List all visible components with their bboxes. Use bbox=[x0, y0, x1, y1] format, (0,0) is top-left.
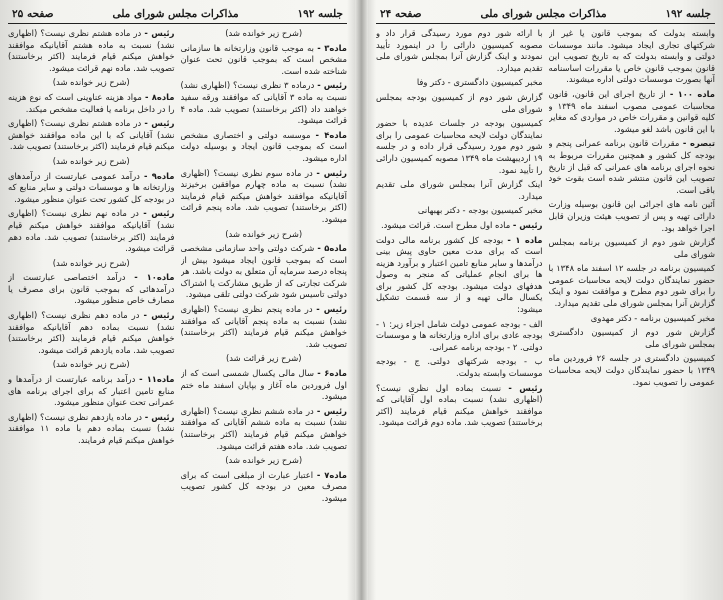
paragraph-text: مواد هزینه عناوینی است که نوع هزینه را در داخل برنامه یا فعالیت مشخص میکند. bbox=[8, 91, 175, 114]
speaker-paragraph bbox=[8, 28, 175, 74]
speaker-paragraph bbox=[376, 383, 543, 429]
reading-note: (شرح زیر خوانده شد) bbox=[52, 257, 130, 268]
reading-note: (شرح زیر خوانده شد) bbox=[52, 77, 130, 88]
reading-note: (شرح زیر خوانده شد) bbox=[52, 359, 130, 370]
article-paragraph bbox=[549, 89, 716, 135]
paragraph-text: درآمد عمومی عبارتست از درآمدهای وزارتخانه ها و موسسات دولتی و سایر منابع که در بودجه کل کشور تحت عنوان منظور میشود. bbox=[8, 170, 175, 204]
paragraph-text: در ماده ششم نظری نیست؟ (اظهاری نشد) نسبت به ماده ششم آقایانی که موافقند خواهش میکنم قیام فرمایند (اکثر برخاستند) تصویب شد. ماده هفتم قرائت میشود. bbox=[180, 405, 347, 451]
article-paragraph bbox=[181, 470, 348, 505]
article-paragraph bbox=[8, 92, 175, 115]
reading-note: (شرح زیر خوانده شد) bbox=[225, 28, 303, 38]
paragraph-text: سال مالی یکسال شمسی است که از اول فروردین ماه آغاز و بپایان اسفند ماه ختم میشود. bbox=[180, 368, 347, 402]
body-paragraph bbox=[376, 356, 543, 379]
article-label: ماده۱۰ - bbox=[134, 272, 175, 283]
article-label: ماده۷ - bbox=[316, 469, 347, 480]
speaker-label: رئیس - bbox=[512, 219, 543, 230]
paragraph-text: مقررات قانون برنامه عمرانی پنجم و بودجه کل کشور و همچنین مقررات مربوط به نحوه اجرای برنامه های عمرانی که قبل از تاریخ تصویب این قانون منتشر شده است بقوت خود باقی است. bbox=[548, 138, 715, 195]
paragraph-text: از تاریخ اجرای این قانون، قانون محاسبات عمومی مصوب اسفند ماه ۱۳۴۹ و کلیه قوانین و مقررات خاص در مواردی که مغایر با این قانون باشد لغو میشود. bbox=[548, 88, 715, 134]
article-paragraph bbox=[8, 374, 175, 409]
article-paragraph bbox=[376, 235, 543, 316]
body-paragraph bbox=[549, 353, 716, 388]
article-paragraph bbox=[549, 138, 716, 196]
paragraph-text: گزارش شور دوم از کمیسیون برنامه بمجلس شورای ملی bbox=[548, 237, 715, 259]
speaker-label: رئیس - bbox=[316, 167, 347, 178]
right-page-header bbox=[376, 6, 715, 24]
page-number: صفحه ۲۵ bbox=[12, 8, 54, 20]
reading-note: (شرح زیر قرائت شد) bbox=[226, 353, 302, 364]
article-paragraph bbox=[181, 130, 348, 165]
paragraph-text: گزارش شور دوم از کمیسیون دادگستری بمجلس شورای ملی bbox=[548, 327, 715, 349]
article-paragraph bbox=[8, 171, 175, 206]
article-label: تبصره - bbox=[682, 138, 715, 149]
page-running-title: مذاکرات مجلس شورای ملی bbox=[480, 8, 607, 20]
right-page-columns bbox=[376, 24, 715, 598]
body-paragraph bbox=[549, 237, 716, 260]
paragraph-text: بودجه کل کشور برنامه مالی دولت است که برای مدت معین حاوی پیش بینی درآمدها و سایر منابع تامین اعتبار و برآورد هزینه ها برای انجام عملیاتی که منجر به وصول هدفهای دولت میشود. بودجه کل کشور برای یکسال مالی تهیه و از سه قسمت تشکیل میشود: bbox=[376, 234, 543, 315]
paragraph-text: در ماده سوم نظری نیست؟ (اظهاری نشد) نسبت به ماده چهارم موافقین برخیزند آقایانیکه موافقند خواهش میکنم قیام فرمایند (اکثر برخاستند) تصویب شد. ماده پنجم قرائت میشود. bbox=[180, 167, 347, 224]
paragraph-text: اعتبار عبارت از مبلغی است که برای مصرف معین در بودجه کل کشور تصویب میشود. bbox=[180, 469, 347, 503]
speaker-paragraph bbox=[8, 208, 175, 254]
body-paragraph bbox=[549, 199, 716, 234]
speaker-label: رئیس - bbox=[143, 208, 175, 219]
paragraph-text: کمیسیون بودجه در جلسات عدیده با حضور نمایندگان دولت لایحه محاسبات عمومی را برای شور دوم مورد رسیدگی قرار داده و در جلسه ۱۹ اردیبهشت ماه ۱۳۴۹ مصوبه کمیسیون دارائی را تأیید نمود. bbox=[376, 118, 543, 175]
paragraph-text: ب - بودجه شرکتهای دولتی. ج - بودجه موسسات وابسته بدولت. bbox=[376, 356, 543, 379]
speaker-paragraph bbox=[181, 168, 348, 226]
paragraph-text: با ارائه شور دوم مورد رسیدگی قرار داد و مصوبه کمیسیون دارائی را در اینمورد تأیید نمودند و اینک گزارش آنرا بمجلس شورای ملی تقدیم میدارد. bbox=[376, 28, 543, 73]
speaker-paragraph bbox=[181, 406, 348, 452]
article-paragraph bbox=[181, 243, 348, 301]
paragraph-text: موسسه دولتی و اختصاری مشخص است که بموجب قانون ایجاد و بوسیله دولت اداره میشود. bbox=[180, 129, 347, 163]
speaker-label: رئیس - bbox=[143, 310, 175, 321]
article-label: ماده ۱ - bbox=[507, 234, 543, 245]
article-label: ماده۸ - bbox=[144, 91, 175, 102]
body-paragraph bbox=[549, 28, 716, 86]
article-label: ماده۶ - bbox=[317, 368, 347, 379]
left-page-header bbox=[8, 6, 347, 24]
body-paragraph bbox=[376, 319, 543, 354]
reading-note: (شرح زیر خوانده شد) bbox=[52, 155, 130, 166]
paragraph-text: اینک گزارش آنرا بمجلس شورای ملی تقدیم میدارد. bbox=[376, 179, 543, 201]
paragraph-text: درماده ۳ نظری نیست؟ (اظهاری نشد) نسبت به ماده ۳ آقایانی که موافقند ورقه سفید خواهند داد (اکثر برخاستند) تصویب شد. ماده ۴ قرائت میشود. bbox=[180, 80, 347, 126]
paragraph-text: وابسته بدولت که بموجب قانون یا غیر از شرکتهای تجاری ایجاد میشود. مانند موسسات دولتی و وابسته بدولت که به تاریخ تصویب این قانون بموجب قانون خاص یا مقررات اساسنامه آنها بصورت موسسات دولتی اداره میشوند. bbox=[548, 28, 715, 85]
body-paragraph bbox=[376, 92, 543, 115]
paragraph-text: مخبر کمیسیون برنامه - دکتر مهدوی bbox=[590, 312, 715, 323]
paragraph-text: ماده اول مطرح است. قرائت میشود. bbox=[380, 219, 511, 230]
speaker-label: رئیس - bbox=[144, 411, 175, 422]
paragraph-text: درآمد اختصاصی عبارتست از درآمدهائی که بموجب قانون برای مصرف یا مصارف خاص منظور میشود. bbox=[8, 272, 175, 306]
paragraph-text: در ماده دهم نظری نیست؟ (اظهاری نشد) نسبت بماده دهم آقایانیکه موافقند خواهش میکنم قیام فرمایند (اکثر برخاستند) تصویب شد. ماده یازدهم قرائت میشود. bbox=[8, 310, 175, 355]
session-number: جلسه ۱۹۲ bbox=[665, 8, 711, 20]
speaker-label: رئیس - bbox=[144, 118, 175, 129]
right-page bbox=[368, 0, 723, 600]
paragraph-text: در ماده هشتم نظری نیست؟ (اظهاری نشد) نسبت به ماده هشتم آقایانیکه موافقند خواهش میکنم قیام فرمایند (اکثر برخاستند) تصویب شد. ماده نهم قرائت میشود. bbox=[8, 28, 175, 73]
speaker-paragraph bbox=[8, 118, 175, 153]
speaker-label: رئیس - bbox=[144, 28, 175, 38]
text-column bbox=[8, 28, 175, 598]
left-page-columns bbox=[8, 24, 347, 598]
speaker-label: رئیس - bbox=[317, 80, 347, 91]
paragraph-text: به موجب قانون وزارتخانه ها سازمانی مشخص است که بموجب قانون تحت عنوان شناخته شده است. bbox=[180, 42, 347, 76]
body-paragraph bbox=[549, 313, 716, 325]
body-paragraph bbox=[549, 327, 716, 350]
paragraph-text: الف - بودجه عمومی دولت شامل اجزاء زیر: ۱ - بودجه عادی برای اداره وزارتخانه ها و موسسات دولتی. ۲ - بودجه برنامه عمرانی. bbox=[376, 318, 543, 352]
paragraph-text: کمیسیون دادگستری در جلسه ۲۶ فروردین ماه ۱۳۴۹ با حضور نمایندگان دولت لایحه محاسبات عمومی را تصویب نمود. bbox=[548, 353, 715, 387]
body-paragraph bbox=[549, 263, 716, 309]
paragraph-text: مخبر کمیسیون دادگستری - دکتر وفا bbox=[416, 77, 543, 88]
article-label: ماده۹ - bbox=[143, 170, 175, 181]
body-paragraph bbox=[376, 118, 543, 176]
article-label: ماده۵ - bbox=[317, 243, 347, 254]
article-label: ماده۳ - bbox=[317, 42, 347, 53]
paragraph-text: در ماده نهم نظری نیست؟ (اظهاری نشد) آقایانیکه موافقند خواهش میکنم قیام فرمایند (اکثر برخاستند) تصویب شد. ماده دهم قرائت میشود. bbox=[8, 208, 175, 254]
speaker-label: رئیس - bbox=[508, 382, 543, 393]
article-label: ماده۱۱ - bbox=[139, 374, 175, 385]
speaker-paragraph bbox=[8, 310, 175, 356]
text-column bbox=[181, 28, 348, 598]
paragraph-text: در ماده هشتم نظری نیست؟ (اظهاری نشد) آقایانی که با این ماده موافقند خواهش میکنم قیام فرمایند (اکثر برخاستند) تصویب شد. bbox=[8, 118, 175, 152]
article-label: ماده۴ - bbox=[315, 129, 347, 140]
paragraph-text: نسبت بماده اول نظری نیست؟ (اظهاری نشد) نسبت بماده اول آقایانی که موافقند خواهش میکنم قیام فرمایند (اکثر برخاستند) تصویب شد. ماده دوم قرائت میشود. bbox=[376, 382, 543, 428]
text-column bbox=[549, 28, 716, 598]
paragraph-text: آئین نامه های اجرائی این قانون بوسیله وزارت دارائی تهیه و پس از تصویب هیئت وزیران قابل اجرا خواهد بود. bbox=[548, 199, 715, 233]
body-paragraph bbox=[376, 205, 543, 217]
speaker-paragraph bbox=[181, 80, 348, 126]
speaker-paragraph bbox=[8, 412, 175, 447]
paragraph-text: کمیسیون برنامه در جلسه ۱۲ اسفند ماه ۱۳۴۸ با حضور نمایندگان دولت لایحه محاسبات عمومی را برای شور دوم مطرح و موافقت نمود و اینک گزارش آنرا بمجلس شورای ملی تقدیم میدارد. bbox=[548, 263, 715, 309]
text-column bbox=[376, 28, 543, 598]
reading-note: (شرح زیر خوانده شد) bbox=[225, 455, 303, 466]
speaker-paragraph bbox=[181, 304, 348, 350]
article-label: ماده ۱۰۰ - bbox=[669, 88, 715, 99]
body-paragraph bbox=[376, 28, 543, 74]
left-page bbox=[0, 0, 355, 600]
reading-note: (شرح زیر خوانده شد) bbox=[225, 228, 303, 239]
article-paragraph bbox=[8, 272, 175, 307]
paragraph-text: در ماده یازدهم نظری نیست؟ (اظهاری نشد) نسبت بماده دهم با ماده ۱۱ موافقند خواهش میکنم قیام فرمایند. bbox=[8, 411, 175, 445]
paragraph-text: در ماده پنجم نظری نیست؟ (اظهاری نشد) نسبت به ماده پنجم آقایانی که موافقند خواهش میکنم قیام فرمایند (اکثر برخاستند) تصویب شد. bbox=[180, 304, 347, 349]
book-gutter bbox=[355, 0, 368, 600]
paragraph-text: گزارش شور دوم از کمیسیون بودجه بمجلس شورای ملی bbox=[376, 91, 543, 114]
speaker-label: رئیس - bbox=[316, 405, 347, 416]
paragraph-text: شرکت دولتی واحد سازمانی مشخصی است که بموجب قانون ایجاد میشود بیش از پنجاه درصد سرمایه آن متعلق به دولت باشد. هر شرکت تجارتی که از طریق مشارکت یا اشتراک دولتی تاسیس شود شرکت دولتی تلقی میشود. bbox=[180, 243, 347, 300]
paragraph-text: درآمد برنامه عبارتست از درآمدها و منابع تامین اعتبار که برای اجرای برنامه های عمرانی تحت عنوان منظور میشود. bbox=[8, 374, 175, 408]
speaker-label: رئیس - bbox=[316, 304, 347, 315]
article-paragraph bbox=[181, 368, 348, 403]
page-number: صفحه ۲۴ bbox=[380, 8, 422, 20]
paragraph-text: مخبر کمیسیون بودجه - دکتر بهبهانی bbox=[417, 205, 543, 216]
body-paragraph bbox=[376, 77, 543, 89]
body-paragraph bbox=[376, 179, 543, 202]
session-number: جلسه ۱۹۲ bbox=[297, 8, 343, 20]
article-paragraph bbox=[181, 43, 348, 78]
page-running-title: مذاکرات مجلس شورای ملی bbox=[112, 8, 239, 20]
speaker-paragraph bbox=[376, 220, 543, 232]
